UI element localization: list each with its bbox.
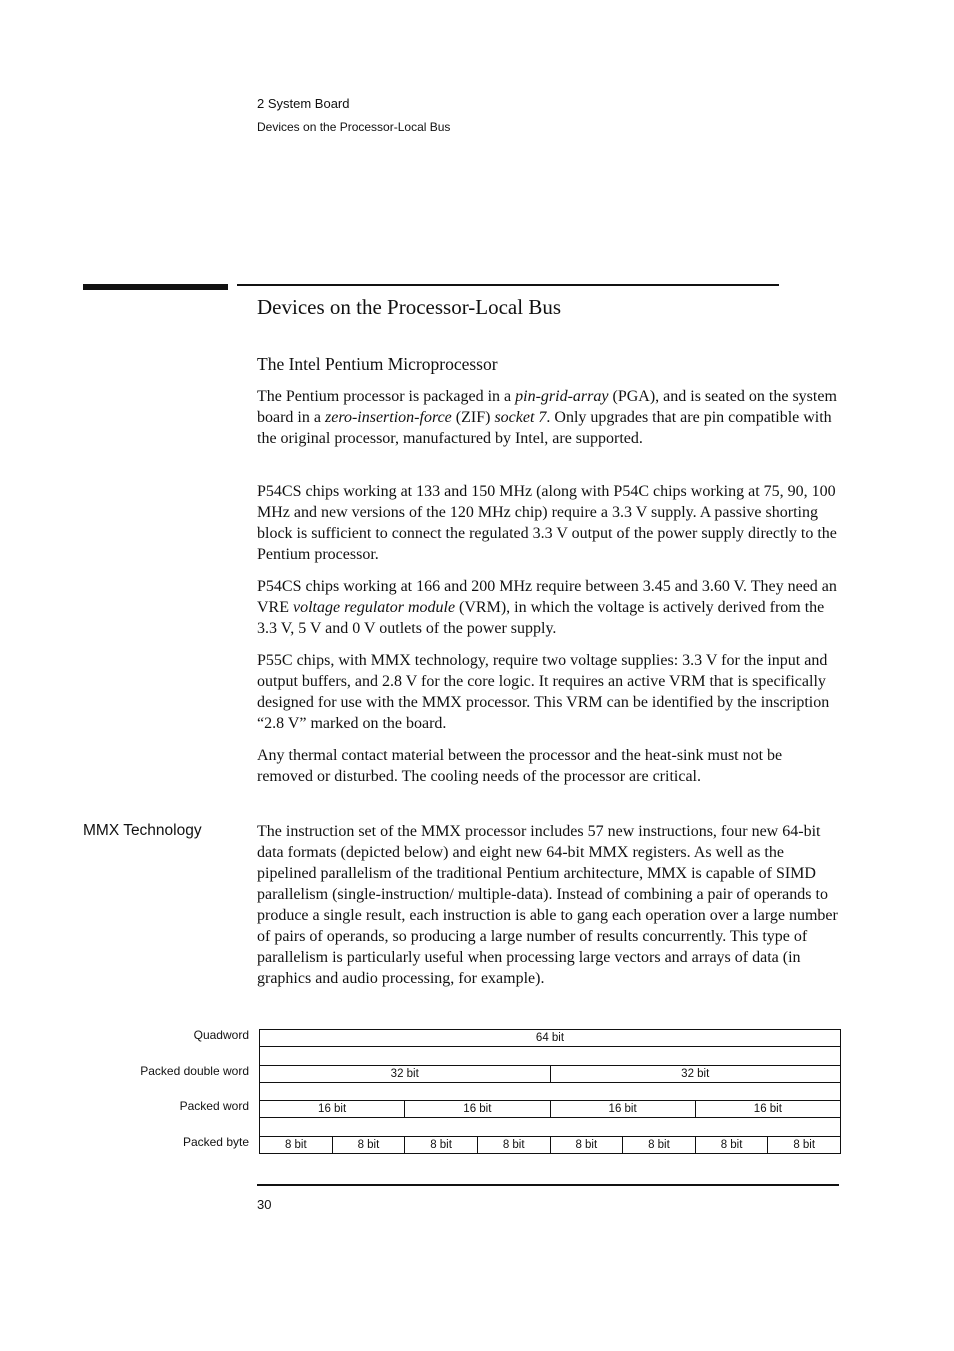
mmx-side-heading: MMX Technology — [83, 822, 202, 839]
segment: 8 bit — [550, 1137, 623, 1153]
row-quadword — [259, 1029, 841, 1047]
paragraph-packaging: The Pentium processor is packaged in a pin-grid-array (PGA), and is seated on the system board in a zero-insertion-force (ZIF) socket 7. Only upgrades that are pin compatible with the original processor, manufactured by Intel, are supported. — [257, 388, 837, 447]
page-title: Devices on the Processor-Local Bus — [257, 295, 561, 319]
row-gap — [259, 1083, 841, 1100]
paragraph-p54cs-high: P54CS chips working at 166 and 200 MHz require between 3.45 and 3.60 V. They need an VRE voltage regulator module (VRM), in which the voltage is actively derived from the 3.3 V, 5 V and 0 V outlets of the power supply. — [257, 578, 837, 637]
paragraph-p54cs-low: P54CS chips working at 133 and 150 MHz (along with P54C chips working at 75, 90, 100 MHz and new versions of the 120 MHz chip) require a 3.3 V supply. A passive shorting block is sufficient to connect the regulated 3.3 V output of the power supply directly to the Pentium processor. — [257, 483, 837, 563]
segment: 8 bit — [284, 1139, 307, 1151]
paragraph-mmx: The instruction set of the MMX processor includes 57 new instructions, four new 64-bit data formats (depicted below) and eight new 64-bit MMX registers. As well as the pipelined parallelism of the traditional Pentium architecture, MMX is capable of SIMD parallelism (single-instruction/ multiple-data). Instead of combining a pair of operands to produce a single result, each instruction is able to gang each operation over a large number of pairs of operands, so producing a large number of results concurrently. This type of parallelism is particularly useful when processing large vectors and arrays of data (in graphics and audio processing, for example). — [257, 823, 838, 987]
segment: 8 bit — [332, 1137, 405, 1153]
segment: 32 bit — [550, 1066, 841, 1082]
row-packed-word — [259, 1100, 841, 1118]
segment: 8 bit — [767, 1137, 840, 1153]
row-label-packed-double-word: Packed double word — [140, 1064, 249, 1078]
segment: 16 bit — [404, 1101, 549, 1117]
row-gap — [259, 1118, 841, 1136]
segment: 8 bit — [622, 1137, 695, 1153]
row-packed-double-word — [259, 1065, 841, 1083]
running-header-chapter: 2 System Board — [257, 96, 350, 111]
row-packed-byte — [259, 1136, 841, 1154]
row-label-packed-byte: Packed byte — [182, 1135, 249, 1149]
row-gap — [259, 1047, 841, 1065]
section-rule-thick — [83, 284, 228, 290]
page-number: 30 — [257, 1197, 272, 1212]
mmx-data-format-diagram — [0, 1025, 954, 1160]
segment: 16 bit — [550, 1101, 695, 1117]
row-label-quadword: Quadword — [193, 1028, 249, 1042]
footer-rule — [257, 1184, 839, 1186]
running-header-section: Devices on the Processor-Local Bus — [257, 120, 451, 134]
subsection-title: The Intel Pentium Microprocessor — [257, 354, 498, 374]
paragraph-thermal: Any thermal contact material between the processor and the heat-sink must not be removed or disturbed. The cooling needs of the processor are critical. — [257, 747, 783, 785]
segment: 16 bit — [318, 1103, 347, 1115]
segment: 8 bit — [695, 1137, 768, 1153]
segment: 16 bit — [695, 1101, 840, 1117]
paragraph-p55c: P55C chips, with MMX technology, require two voltage supplies: 3.3 V for the input and output buffers, and 2.8 V for the core logic. It requires an active VRM that is specifically designed for use with the MMX processor. This VRM can be identified by the inscription “2.8 V” marked on the board. — [257, 652, 830, 732]
segment: 32 bit — [390, 1068, 419, 1080]
row-label-packed-word: Packed word — [179, 1099, 249, 1113]
segment: 8 bit — [477, 1137, 550, 1153]
segment: 8 bit — [404, 1137, 477, 1153]
segment: 64 bit — [535, 1032, 565, 1044]
section-rule-thin — [237, 284, 779, 286]
